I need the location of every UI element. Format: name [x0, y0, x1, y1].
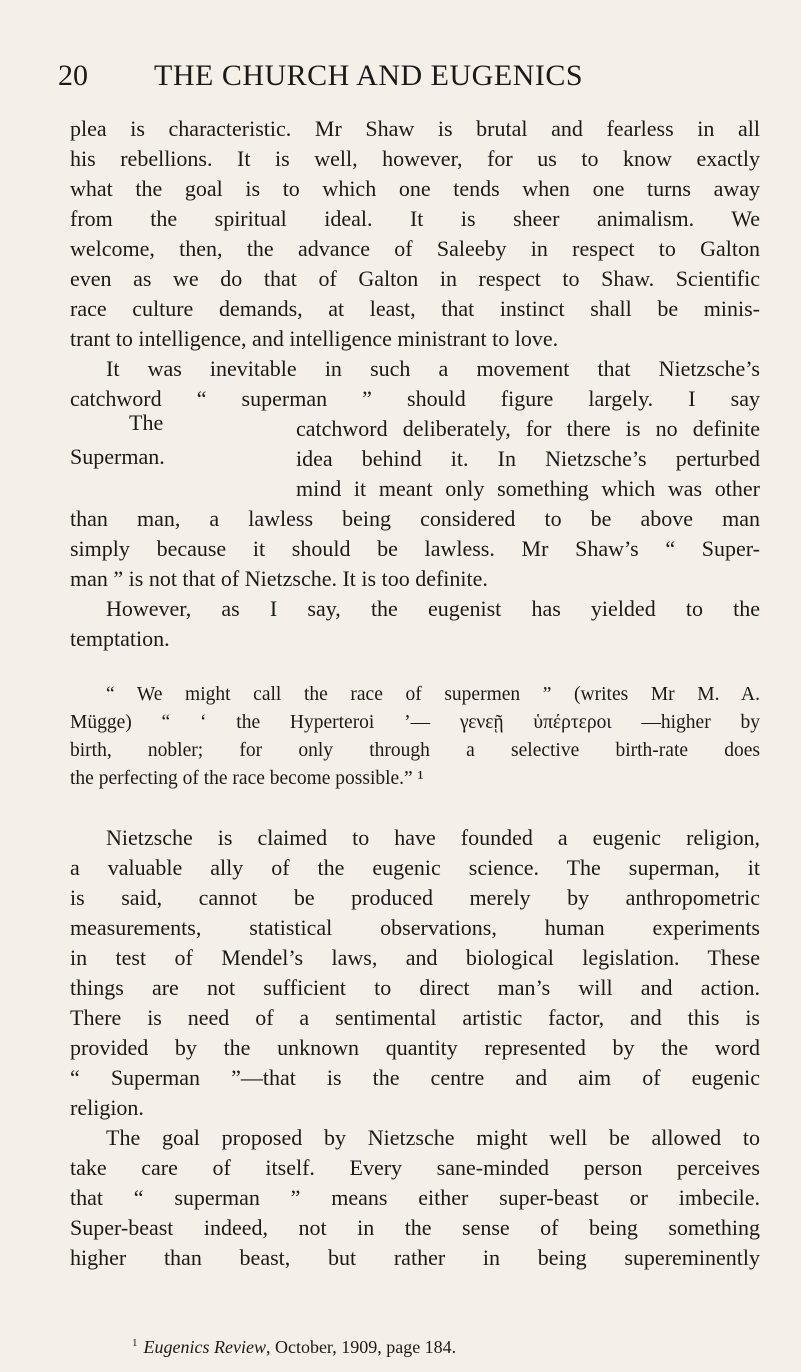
text-line: provided by the unknown quantity represented by the word	[70, 1035, 760, 1060]
text-line: what the goal is to which one tends when one turns away	[70, 176, 760, 201]
text-line: from the spiritual ideal. It is sheer animalism. We	[70, 206, 760, 231]
text-line: a valuable ally of the eugenic science. The superman, it	[70, 855, 760, 880]
text-line: even as we do that of Galton in respect to Shaw. Scientific	[70, 266, 760, 291]
text-line: plea is characteristic. Mr Shaw is brutal and fearless in all	[70, 116, 760, 141]
footnote-marker: 1	[132, 1337, 138, 1349]
text-line: “ Superman ”—that is the centre and aim of eugenic	[70, 1065, 760, 1090]
text-line: things are not sufficient to direct man’s will and action.	[70, 975, 760, 1000]
text-line: race culture demands, at least, that instinct shall be minis-	[70, 296, 760, 321]
text-line: It was inevitable in such a movement that Nietzsche’s	[106, 356, 760, 381]
footnote-source: Eugenics Review	[143, 1337, 266, 1357]
text-line: There is need of a sentimental artistic factor, and this is	[70, 1005, 760, 1030]
text-line: welcome, then, the advance of Saleeby in respect to Galton	[70, 236, 760, 261]
sidenote-line-1: The	[129, 410, 164, 435]
text-line: Super-beast indeed, not in the sense of being something	[70, 1215, 760, 1240]
sidenote-line-2: Superman.	[70, 444, 165, 469]
text-line: is said, cannot be produced merely by anthropometric	[70, 885, 760, 910]
footnote	[132, 1331, 456, 1359]
text-line: catchword deliberately, for there is no definite	[296, 416, 760, 441]
footnote-details: , October, 1909, page 184.	[265, 1337, 457, 1357]
text-line: religion.	[70, 1095, 144, 1120]
text-line: that “ superman ” means either super-beast or imbecile.	[70, 1185, 760, 1210]
text-line: than man, a lawless being considered to be above man	[70, 506, 760, 531]
page-header	[0, 56, 801, 96]
text-line: man ” is not that of Nietzsche. It is too definite.	[70, 566, 488, 591]
running-title: THE CHURCH AND EUGENICS	[154, 59, 584, 92]
text-line: simply because it should be lawless. Mr Shaw’s “ Super-	[70, 536, 760, 561]
quote-line: Mügge) “ ‘ the Hyperteroi ’— γενεῇ ὑπέρτεροι —higher by	[70, 712, 760, 733]
quote-line: “ We might call the race of supermen ” (writes Mr M. A.	[106, 684, 760, 705]
text-line: Nietzsche is claimed to have founded a eugenic religion,	[106, 825, 760, 850]
text-line: The goal proposed by Nietzsche might well be allowed to	[106, 1125, 760, 1150]
quote-line: birth, nobler; for only through a selective birth-rate does	[70, 740, 760, 761]
text-line: trant to intelligence, and intelligence ministrant to love.	[70, 326, 559, 351]
text-line: in test of Mendel’s laws, and biological legislation. These	[70, 945, 760, 970]
text-line: his rebellions. It is well, however, for us to know exactly	[70, 146, 760, 171]
text-line: higher than beast, but rather in being supereminently	[70, 1245, 760, 1270]
page-number: 20	[58, 59, 88, 92]
text-line: measurements, statistical observations, human experiments	[70, 915, 760, 940]
text-line: catchword “ superman ” should figure largely. I say	[70, 386, 760, 411]
text-line: temptation.	[70, 626, 170, 651]
text-line: However, as I say, the eugenist has yielded to the	[106, 596, 760, 621]
text-line: take care of itself. Every sane-minded person perceives	[70, 1155, 760, 1180]
quote-line: the perfecting of the race become possible.” ¹	[70, 768, 424, 789]
text-line: idea behind it. In Nietzsche’s perturbed	[296, 446, 760, 471]
text-line: mind it meant only something which was other	[296, 476, 760, 501]
